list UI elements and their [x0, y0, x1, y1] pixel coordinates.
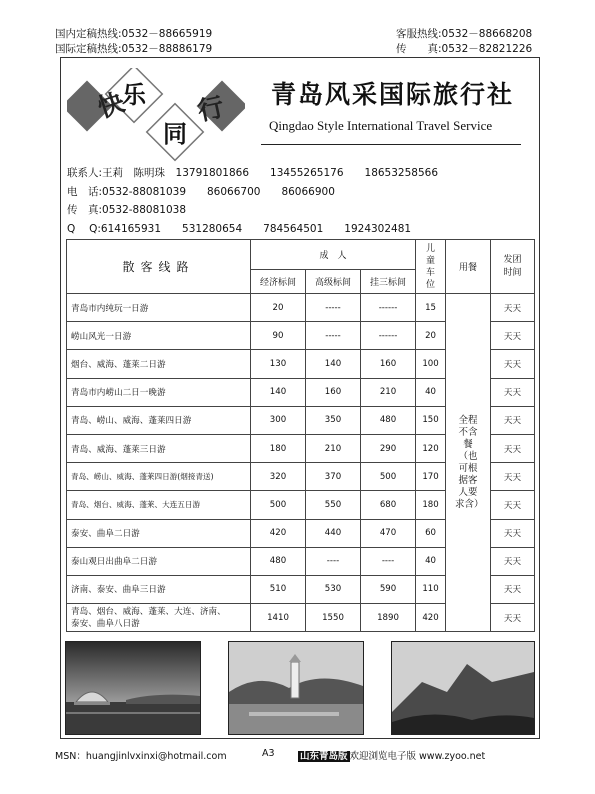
departure-frequency: 天天: [491, 434, 535, 462]
footer-brand-block: [298, 748, 485, 762]
price-child-seat: 20: [416, 322, 446, 350]
price-three-star: 680: [361, 491, 416, 519]
photo-mountain: [391, 641, 535, 735]
route-name: [67, 378, 251, 406]
header-departure-text: 发团时间: [503, 254, 522, 278]
contact-person-label: 联系人:: [67, 167, 103, 179]
price-premium: 160: [306, 378, 361, 406]
route-name: [67, 406, 251, 434]
price-three-star: 210: [361, 378, 416, 406]
route-price-table: [66, 239, 535, 632]
price-economy: 180: [251, 434, 306, 462]
fax-number: 0532－82821226: [441, 43, 533, 55]
route-name-text: 青岛、崂山、威海、蓬莱四日游(烟接青送): [71, 472, 214, 482]
header-departure: [491, 240, 535, 294]
price-child-seat: 150: [416, 406, 446, 434]
route-name: [67, 434, 251, 462]
price-child-seat: 15: [416, 294, 446, 322]
intl-hotline-number: 0532－88886179: [121, 43, 213, 55]
price-child-seat: 170: [416, 463, 446, 491]
contact-qq-line: [67, 220, 438, 239]
contact-fax: 0532-88081038: [102, 204, 187, 216]
price-premium: 1550: [306, 604, 361, 632]
price-child-seat: 100: [416, 350, 446, 378]
price-economy: 300: [251, 406, 306, 434]
price-child-seat: 40: [416, 547, 446, 575]
price-child-seat: 180: [416, 491, 446, 519]
price-three-star: 590: [361, 575, 416, 603]
route-name: [67, 350, 251, 378]
contact-persons: 王莉 陈明珠 13791801866 13455265176 18653258566: [102, 167, 439, 179]
price-premium: 370: [306, 463, 361, 491]
price-premium: 550: [306, 491, 361, 519]
price-economy: 480: [251, 547, 306, 575]
departure-frequency: 天天: [491, 519, 535, 547]
departure-frequency: 天天: [491, 322, 535, 350]
route-name: [67, 575, 251, 603]
header-premium-text: 高级标间: [314, 278, 351, 288]
company-logo: [67, 68, 245, 176]
route-name-text: 青岛、威海、蓬莱三日游: [71, 444, 166, 455]
price-three-star: 470: [361, 519, 416, 547]
route-name-text: 泰山观日出曲阜二日游: [71, 557, 157, 568]
route-name-text-line2: 泰安、曲阜八日游: [71, 618, 140, 629]
price-economy: 90: [251, 322, 306, 350]
price-economy: 420: [251, 519, 306, 547]
departure-frequency: 天天: [491, 294, 535, 322]
price-economy: 320: [251, 463, 306, 491]
route-name-text: 青岛、崂山、威海、蓬莱四日游: [71, 416, 192, 427]
price-premium: ----: [306, 547, 361, 575]
route-name-text: 崂山风光一日游: [71, 331, 132, 342]
header-meal: [446, 240, 491, 294]
logo-char-1: 快: [94, 87, 129, 125]
route-name: [67, 491, 251, 519]
departure-frequency: 天天: [491, 378, 535, 406]
route-name-text: 青岛、烟台、威海、蓬莱、大连、济南、: [71, 606, 226, 617]
contact-qq: 614165931 531280654 784564501 1924302481: [100, 222, 412, 235]
footer-page-number: A3: [262, 748, 275, 759]
route-name: [67, 463, 251, 491]
header-economy: [251, 270, 306, 294]
header-domestic: [55, 26, 212, 41]
brochure-frame: [60, 57, 540, 739]
header-service: [396, 26, 532, 41]
price-economy: 1410: [251, 604, 306, 632]
contact-qq-label: Q Q:: [67, 222, 101, 235]
meal-note-text: 全程不含餐（也可根据客人要求含）: [455, 414, 484, 510]
departure-frequency: 天天: [491, 406, 535, 434]
contact-fax-label: 传 真:: [67, 204, 103, 216]
route-row: [67, 294, 535, 322]
contact-phones: 0532-88081039 86066700 86066900: [102, 185, 335, 198]
departure-frequency: 天天: [491, 350, 535, 378]
price-three-star: 480: [361, 406, 416, 434]
price-premium: -----: [306, 294, 361, 322]
price-economy: 20: [251, 294, 306, 322]
contact-fax-line: [67, 201, 438, 220]
route-name-text: 青岛、烟台、威海、蓬莱、大连五日游: [71, 500, 201, 510]
footer-msn: MSN：huangjinlvxinxi@hotmail.com: [55, 751, 227, 762]
price-child-seat: 110: [416, 575, 446, 603]
price-three-star: 500: [361, 463, 416, 491]
departure-frequency: 天天: [491, 463, 535, 491]
logo-char-4: 行: [195, 92, 227, 128]
header-child-text: 儿童车位: [426, 243, 436, 290]
route-name: [67, 547, 251, 575]
price-economy: 500: [251, 491, 306, 519]
header-fax: [396, 41, 532, 56]
service-hotline-number: 0532－88668208: [441, 28, 533, 40]
company-name-en: Qingdao Style International Travel Service: [269, 118, 493, 133]
route-name: [67, 294, 251, 322]
photo-lighthouse-park: [228, 641, 364, 735]
route-name: [67, 519, 251, 547]
domestic-hotline-number: 0532－88665919: [121, 28, 213, 40]
price-child-seat: 40: [416, 378, 446, 406]
header-meal-text: 用餐: [459, 263, 478, 273]
photo-mountain-image: [392, 642, 534, 734]
header-child-seat: [416, 240, 446, 294]
contact-persons-line: [67, 164, 438, 183]
price-economy: 130: [251, 350, 306, 378]
price-economy: 140: [251, 378, 306, 406]
header-premium: [306, 270, 361, 294]
price-child-seat: 120: [416, 434, 446, 462]
header-route: [67, 240, 251, 294]
route-name: [67, 322, 251, 350]
header-route-text: 散客线路: [122, 260, 195, 274]
departure-frequency: 天天: [491, 547, 535, 575]
route-name: [67, 604, 251, 632]
route-name-text: 烟台、威海、蓬莱二日游: [71, 359, 166, 370]
header-three-star: [361, 270, 416, 294]
departure-frequency: 天天: [491, 575, 535, 603]
photo-ocean-dome-image: [66, 642, 200, 734]
price-economy: 510: [251, 575, 306, 603]
contact-phone-label: 电 话:: [67, 185, 103, 198]
company-name-cn: 青岛风采国际旅行社: [271, 80, 515, 109]
price-premium: 140: [306, 350, 361, 378]
price-three-star: 1890: [361, 604, 416, 632]
footer-welcome: 欢迎浏览电子版 www.zyoo.net: [349, 751, 486, 762]
photo-lighthouse-park-image: [229, 642, 363, 734]
intl-hotline-label: 国际定稿热线:: [55, 43, 122, 55]
header-adult-text: 成 人: [319, 251, 347, 261]
header-intl: [55, 41, 212, 56]
price-premium: -----: [306, 322, 361, 350]
price-three-star: 160: [361, 350, 416, 378]
contact-block: [67, 164, 438, 238]
route-name-text: 青岛市内崂山二日一晚游: [71, 388, 166, 399]
price-premium: 210: [306, 434, 361, 462]
title-divider: [261, 144, 521, 145]
price-three-star: ----: [361, 547, 416, 575]
header-adult: [251, 240, 416, 270]
domestic-hotline-label: 国内定稿热线:: [55, 28, 122, 40]
route-name-text: 济南、泰安、曲阜三日游: [71, 585, 166, 596]
header-economy-text: 经济标间: [259, 278, 296, 288]
footer-brand: 山东青岛版: [300, 751, 348, 762]
route-name-text: 泰安、曲阜二日游: [71, 529, 140, 540]
service-hotline-label: 客服热线:: [396, 28, 442, 40]
price-child-seat: 420: [416, 604, 446, 632]
price-three-star: ------: [361, 294, 416, 322]
price-three-star: 290: [361, 434, 416, 462]
departure-frequency: 天天: [491, 491, 535, 519]
meal-note: [446, 294, 491, 632]
logo-char-2: 乐: [122, 80, 146, 109]
price-child-seat: 60: [416, 519, 446, 547]
contact-phone-line: [67, 183, 438, 202]
route-name-text: 青岛市内纯玩一日游: [71, 303, 149, 314]
header-three-star-text: 挂三标间: [370, 278, 407, 288]
fax-label: 传 真:: [396, 43, 442, 55]
price-premium: 440: [306, 519, 361, 547]
departure-frequency: 天天: [491, 604, 535, 632]
logo-char-3: 同: [163, 119, 187, 148]
photo-ocean-dome: [65, 641, 201, 735]
price-premium: 530: [306, 575, 361, 603]
price-premium: 350: [306, 406, 361, 434]
price-three-star: ------: [361, 322, 416, 350]
